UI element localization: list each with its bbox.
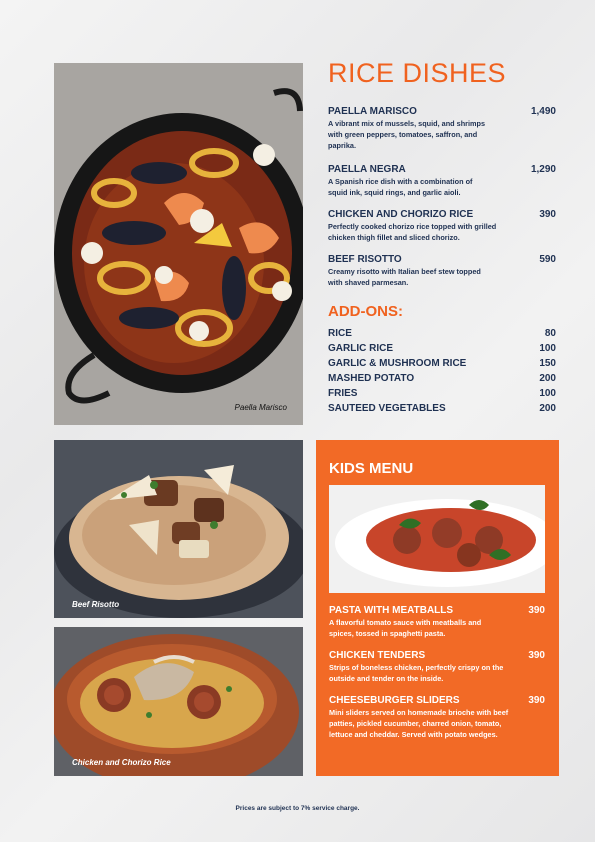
rice-dishes-title: RICE DISHES — [328, 58, 507, 88]
addon-row — [328, 342, 556, 357]
item-description: A flavorful tomato sauce with meatballs and spices, tossed in spaghetti pasta. — [329, 618, 482, 638]
kids-menu-panel — [316, 440, 559, 776]
beef-risotto-caption: Beef Risotto — [72, 600, 120, 609]
paella-caption: Paella Marisco — [234, 403, 287, 412]
item-price: 590 — [539, 254, 556, 265]
menu-item-chicken-chorizo-rice — [328, 209, 556, 243]
item-price: 390 — [528, 695, 545, 706]
addon-row — [328, 372, 556, 387]
chicken-chorizo-caption: Chicken and Chorizo Rice — [72, 758, 171, 767]
item-price: 390 — [528, 650, 545, 661]
addon-name: RICE — [328, 328, 352, 339]
addon-price: 80 — [544, 328, 556, 339]
add-ons-title: ADD-ONS: — [328, 303, 403, 320]
addon-row — [328, 402, 556, 417]
service-charge-note: Prices are subject to 7% service charge. — [235, 805, 360, 812]
kids-menu-title: KIDS MENU — [329, 460, 414, 477]
addon-row — [328, 387, 556, 402]
menu-item-cheeseburger-sliders — [329, 695, 545, 740]
addon-price: 100 — [539, 343, 556, 354]
menu-item-beef-risotto — [328, 254, 556, 288]
item-price: 1,290 — [530, 164, 556, 175]
addon-price: 200 — [539, 403, 556, 414]
menu-item-pasta-meatballs — [329, 605, 545, 639]
addon-price: 150 — [539, 358, 556, 369]
addon-row — [328, 357, 556, 372]
addon-price: 100 — [539, 388, 556, 399]
item-name: BEEF RISOTTO — [328, 254, 402, 265]
addon-row — [328, 327, 556, 342]
item-description: Creamy risotto with Italian beef stew topped with shaved parmesan. — [328, 267, 481, 287]
paella-marisco-photo — [54, 63, 303, 425]
item-name: PAELLA MARISCO — [328, 106, 417, 117]
item-description: Strips of boneless chicken, perfectly crispy on the outside and tender on the inside. — [329, 663, 504, 683]
item-price: 1,490 — [530, 106, 556, 117]
item-description: Mini sliders served on homemade brioche with beef patties, pickled cucumber, charred onion, tomato, lettuce and cheddar. Served with potato wedges. — [329, 708, 509, 739]
pasta-meatballs-photo — [329, 485, 545, 593]
item-description: Perfectly cooked chorizo rice topped with grilled chicken thigh fillet and sliced chorizo. — [328, 222, 497, 242]
menu-item-paella-marisco — [328, 106, 556, 151]
menu-item-paella-negra — [328, 164, 556, 198]
item-name: PAELLA NEGRA — [328, 164, 406, 175]
item-name: CHICKEN AND CHORIZO RICE — [328, 209, 474, 220]
addon-name: GARLIC RICE — [328, 343, 393, 354]
menu-item-chicken-tenders — [329, 650, 545, 684]
item-price: 390 — [528, 605, 545, 616]
addon-name: GARLIC & MUSHROOM RICE — [328, 358, 467, 369]
addon-name: FRIES — [328, 388, 358, 399]
beef-risotto-photo — [54, 440, 303, 618]
addon-price: 200 — [539, 373, 556, 384]
add-ons-list — [328, 327, 556, 417]
addon-name: SAUTEED VEGETABLES — [328, 403, 446, 414]
item-name: CHEESEBURGER SLIDERS — [329, 695, 460, 706]
item-price: 390 — [539, 209, 556, 220]
item-description: A Spanish rice dish with a combination of squid ink, squid rings, and garlic aioli. — [328, 177, 473, 197]
item-name: CHICKEN TENDERS — [329, 650, 426, 661]
item-description: A vibrant mix of mussels, squid, and shrimps with green peppers, tomatoes, saffron, and paprika. — [328, 119, 486, 150]
item-name: PASTA WITH MEATBALLS — [329, 605, 454, 616]
chicken-chorizo-rice-photo — [54, 627, 303, 776]
addon-name: MASHED POTATO — [328, 373, 415, 384]
